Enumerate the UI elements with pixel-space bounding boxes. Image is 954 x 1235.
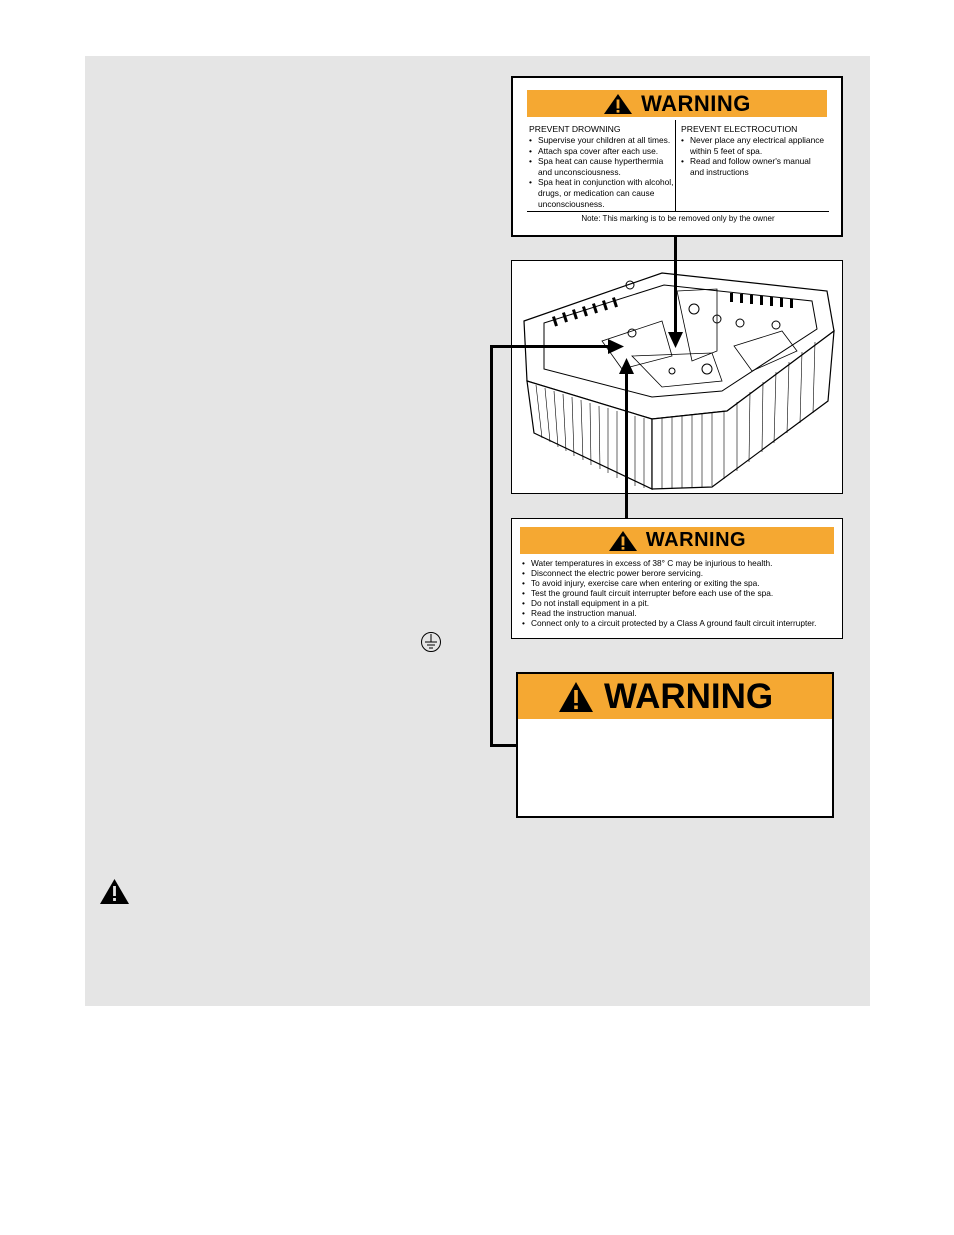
middle-warning-item: • Read the instruction manual.: [522, 608, 840, 618]
ground-symbol-icon: [420, 631, 442, 653]
electrocution-item: • Read and follow owner's manual and instructions: [681, 156, 827, 177]
middle-warning-item: • Connect only to a circuit protected by a Class A ground fault circuit interrupter.: [522, 618, 840, 628]
middle-warning-list: [522, 558, 840, 628]
label-top-body: [527, 120, 829, 224]
arrowhead-down-icon: [668, 332, 683, 348]
connector-left-top-horizontal: [490, 345, 610, 348]
warning-banner-bottom: [518, 674, 832, 719]
warning-banner-middle: [520, 527, 834, 554]
warning-title-top: WARNING: [641, 90, 751, 116]
warning-triangle-icon: [558, 681, 594, 713]
warning-triangle-icon: [99, 878, 130, 905]
warning-title-bottom: WARNING: [604, 676, 774, 716]
middle-warning-item: • Test the ground fault circuit interrupter before each use of the spa.: [522, 588, 840, 598]
warning-label-middle: [511, 518, 843, 639]
warning-title-middle: WARNING: [645, 529, 747, 551]
drowning-heading: PREVENT DROWNING: [529, 124, 621, 134]
electrocution-column: [681, 124, 827, 177]
middle-warning-item: • Water temperatures in excess of 38° C may be injurious to health.: [522, 558, 840, 568]
warning-triangle-icon: [603, 93, 633, 115]
arrowhead-up-icon: [619, 358, 634, 374]
note-divider: [527, 211, 829, 212]
warning-label-bottom: [516, 672, 834, 818]
drowning-item: • Supervise your children at all times.: [529, 135, 675, 146]
middle-warning-item: • To avoid injury, exercise care when entering or exiting the spa.: [522, 578, 840, 588]
drowning-item: • Spa heat can cause hyperthermia and unconsciousness.: [529, 156, 675, 177]
warning-label-top: [511, 76, 843, 237]
warning-triangle-icon: [608, 530, 638, 552]
middle-warning-item: • Do not install equipment in a pit.: [522, 598, 840, 608]
middle-warning-item: • Disconnect the electric power berore servicing.: [522, 568, 840, 578]
connector-middle-vertical: [625, 372, 628, 518]
drowning-item: • Attach spa cover after each use.: [529, 146, 675, 157]
connector-top-vertical: [674, 237, 677, 337]
drowning-list: [529, 135, 675, 209]
column-divider: [675, 120, 676, 211]
electrocution-heading: PREVENT ELECTROCUTION: [681, 124, 798, 134]
connector-left-bottom-horizontal: [490, 744, 517, 747]
removal-note: Note: This marking is to be removed only by the owner: [581, 214, 775, 223]
drowning-item: • Spa heat in conjunction with alcohol, drugs, or medication can cause unconsciousness.: [529, 177, 675, 209]
spa-illustration-frame: [511, 260, 843, 494]
warning-banner-top: [527, 90, 827, 117]
spa-tub-illustration: [512, 261, 842, 493]
drowning-column: [529, 124, 675, 209]
arrowhead-right-icon: [608, 339, 624, 354]
connector-left-vertical: [490, 345, 493, 747]
electrocution-item: • Never place any electrical appliance within 5 feet of spa.: [681, 135, 827, 156]
electrocution-list: [681, 135, 827, 177]
